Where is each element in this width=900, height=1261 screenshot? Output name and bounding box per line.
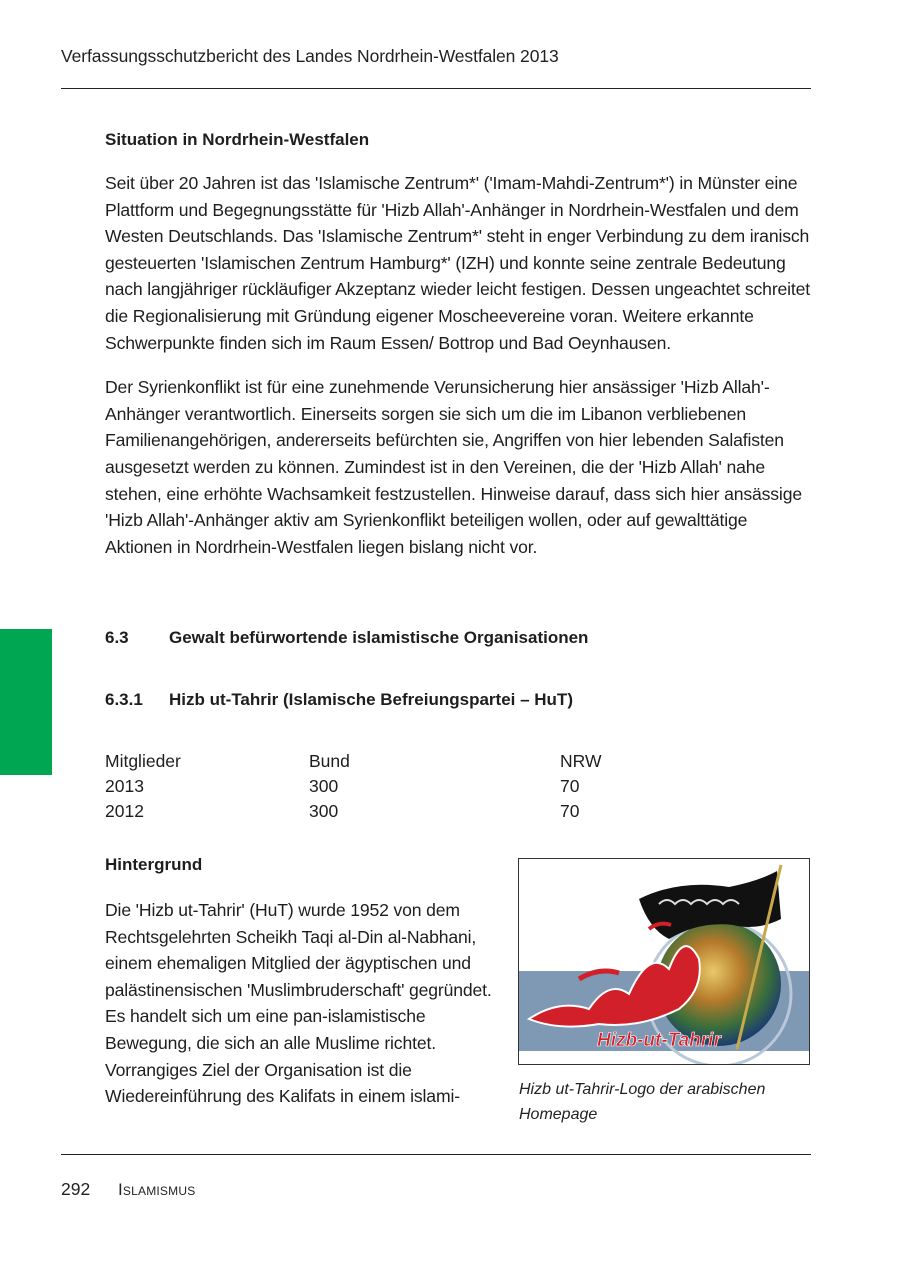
table-header-row (105, 751, 811, 776)
nrw-cell: 70 (560, 801, 580, 821)
footer-section-name: Islamismus (118, 1180, 196, 1199)
bund-cell: 300 (309, 776, 339, 796)
section-title: Gewalt befürwortende islamistische Organisationen (169, 628, 589, 647)
section-number: 6.3.1 (105, 690, 143, 709)
logo-latin-text: Hizb-ut-Tahrir (597, 1030, 721, 1051)
background-heading: Hintergrund (105, 855, 203, 874)
hizb-ut-tahrir-logo-image (518, 858, 810, 1065)
page-number: 292 (61, 1179, 91, 1199)
background-paragraph: Die 'Hizb ut-Tahrir' (HuT) wurde 1952 von dem Rechtsgelehrten Scheikh Taqi al-Din al-Nabhani, einem ehemaligen Mitglied der ägyptischen und palästinensischen 'Muslimbruderschaft' gegründet. Es handelt sich um eine pan-islamistische Bewegung, die sich an alle Muslime richtet. Vorrangiges Ziel der Organisation ist die Wiedereinführung des Kalifats in einem islami- (105, 900, 492, 1107)
section-6-3-heading (105, 628, 588, 648)
page-footer (61, 1179, 195, 1200)
nrw-cell: 70 (560, 776, 580, 796)
situation-section (105, 130, 811, 560)
situation-paragraph-1: Seit über 20 Jahren ist das 'Islamische Zentrum*' ('Imam-Mahdi-Zentrum*') in Münster eine Plattform und Begegnungsstätte für 'Hizb Allah'-Anhänger in Nordrhein-Westfalen und dem Westen Deutschlands. Das 'Islamische Zentrum*' steht in enger Verbindung zu dem iranisch gesteuerten 'Islamischen Zentrum Hamburg*' (IZH) und konnte seine zentrale Bedeutung nach langjähriger rückläufiger Akzeptanz wieder leicht festigen. Dessen ungeachtet schreitet die Regionalisierung mit Gründung eigener Moscheevereine voran. Weitere erkannte Schwerpunkte finden sich im Raum Essen/ Bottrop und Bad Oeynhausen. (105, 173, 811, 353)
header-cell: Mitglieder (105, 751, 181, 771)
situation-heading: Situation in Nordrhein-Westfalen (105, 130, 370, 149)
situation-paragraph-2: Der Syrienkonflikt ist für eine zunehmende Verunsicherung hier ansässiger 'Hizb Allah'-Anhänger verantwortlich. Einerseits sorgen sie sich um die im Libanon verbliebenen Familienangehörigen, andererseits befürchten sie, Angriffen von hier lebenden Salafisten ausgesetzt werden zu können. Zumindest ist in den Vereinen, die der 'Hizb Allah' nahe stehen, eine erhöhte Wachsamkeit festzustellen. Hinweise darauf, dass sich hier ansässige 'Hizb Allah'-Anhänger aktiv am Syrienkonflikt beteiligen wollen, oder auf gewalttätige Aktionen in Nordrhein-Westfalen liegen bislang nicht vor. (105, 377, 802, 557)
section-title: Hizb ut-Tahrir (Islamische Befreiungspartei – HuT) (169, 690, 573, 709)
year-cell: 2013 (105, 776, 144, 796)
section-number: 6.3 (105, 628, 129, 647)
table-row (105, 776, 811, 801)
header-divider (61, 88, 811, 89)
background-text (105, 897, 505, 1110)
header-cell: Bund (309, 751, 350, 771)
logo-illustration (519, 859, 809, 1064)
figure-caption: Hizb ut-Tahrir-Logo der arabischen Homepage (519, 1081, 766, 1123)
running-header-title: Verfassungsschutzbericht des Landes Nordrhein-Westfalen 2013 (61, 46, 559, 66)
section-6-3-1-heading (105, 690, 573, 710)
year-cell: 2012 (105, 801, 144, 821)
header-cell: NRW (560, 751, 602, 771)
bund-cell: 300 (309, 801, 339, 821)
table-row (105, 801, 811, 826)
members-table (105, 751, 811, 826)
footer-divider (61, 1154, 811, 1155)
chapter-color-tab (0, 629, 52, 775)
